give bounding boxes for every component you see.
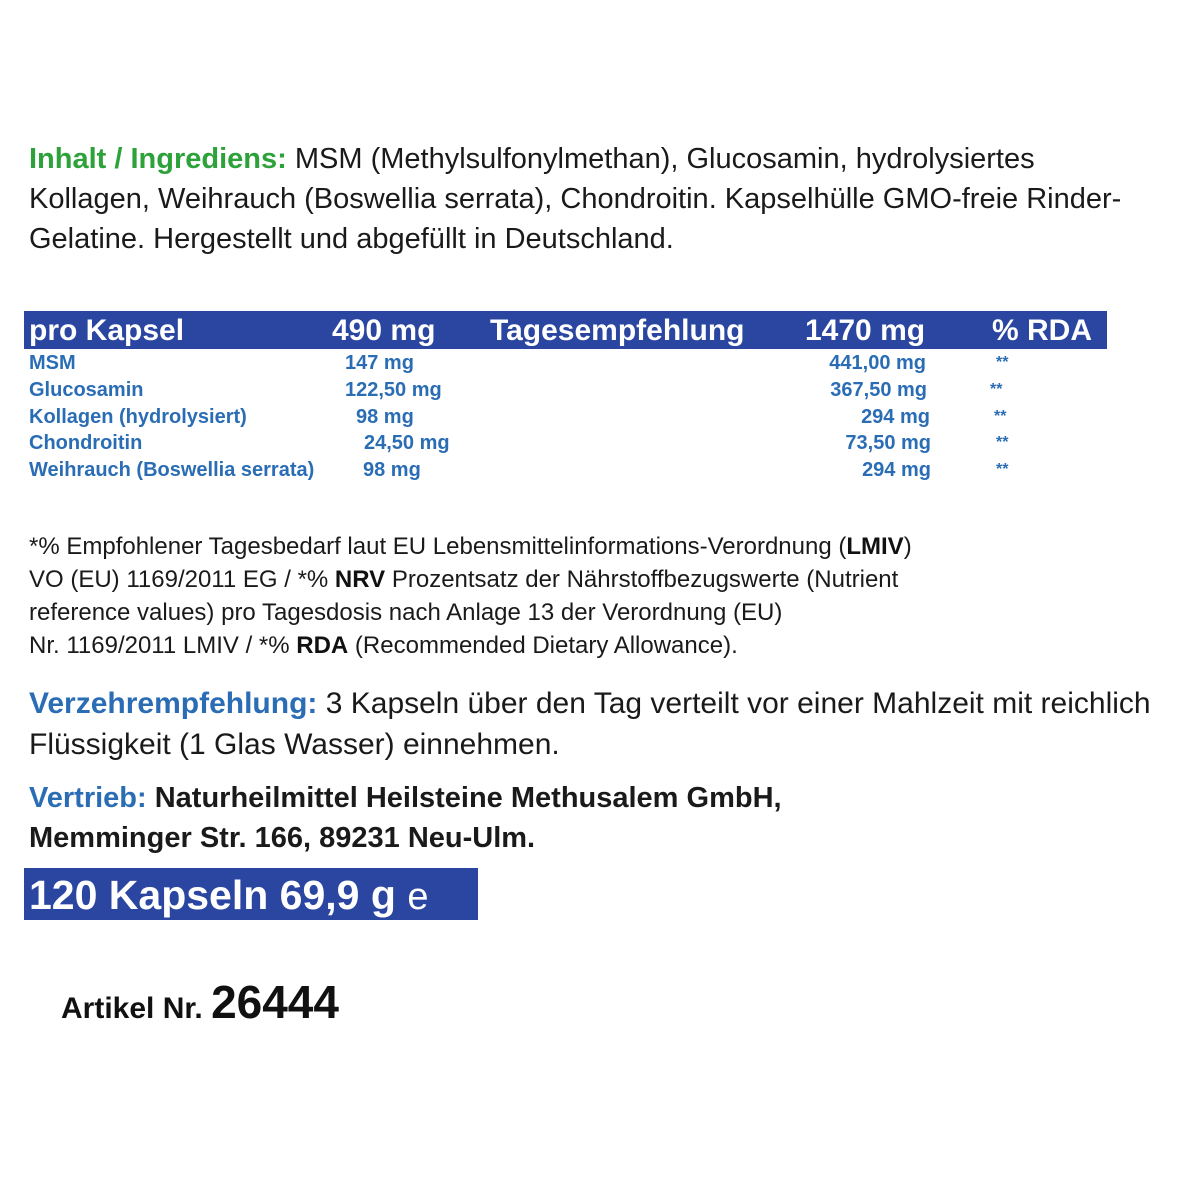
package-content-text: 120 Kapseln 69,9 g	[29, 872, 408, 918]
footnote-text-3: Prozentsatz der Nährstoffbezugswerte (Nutrient reference values) pro Tagesdosis nach Anlage 13 der Verordnung (EU) Nr. 1169/2011 LMIV / *%	[29, 566, 899, 659]
ingredient-name: Chondroitin	[29, 432, 143, 454]
table-row	[0, 430, 1200, 456]
footnote-text-1: *% Empfohlener Tagesbedarf laut EU Lebensmittelinformations-Verordnung (	[29, 533, 847, 560]
header-per-capsule: pro Kapsel	[29, 314, 185, 347]
article-number-value: 26444	[211, 976, 339, 1028]
header-capsule-weight: 490 mg	[332, 314, 436, 347]
distributor-paragraph	[29, 778, 1129, 858]
footnote-text-4: (Recommended Dietary Allowance).	[348, 632, 738, 659]
per-capsule-value: 147 mg	[345, 352, 414, 374]
package-content	[29, 871, 428, 921]
ingredient-name: Glucosamin	[29, 379, 144, 401]
distributor-address: Memminger Str. 166, 89231 Neu-Ulm.	[29, 822, 536, 854]
ingredients-paragraph	[29, 139, 1149, 259]
rda-value: **	[996, 461, 1009, 478]
table-row	[0, 377, 1200, 403]
rda-value: **	[996, 434, 1009, 451]
ingredient-name: Weihrauch (Boswellia serrata)	[29, 459, 315, 481]
table-row	[0, 457, 1200, 483]
daily-value: 73,50 mg	[845, 432, 931, 454]
dosage-label: Verzehrempfehlung:	[29, 687, 318, 720]
daily-value: 441,00 mg	[829, 352, 926, 374]
per-capsule-value: 122,50 mg	[345, 379, 442, 401]
table-row	[0, 350, 1200, 376]
footnote-lmiv: LMIV	[846, 533, 904, 560]
nutrition-table-header	[24, 311, 1107, 349]
daily-value: 367,50 mg	[830, 379, 927, 401]
header-rda: % RDA	[992, 314, 1093, 347]
dosage-text: 3 Kapseln über den Tag verteilt vor einer Mahlzeit mit reichlich Flüssigkeit (1 Glas Wasser) einnehmen.	[29, 687, 1151, 761]
ingredients-text: MSM (Methylsulfonylmethan), Glucosamin, hydrolysiertes Kollagen, Weihrauch (Boswellia serrata), Chondroitin. Kapselhülle GMO-freie Rinder-Gelatine. Hergestellt und abgefüllt in Deutschland.	[29, 143, 1122, 255]
estimated-sign: e	[407, 876, 429, 918]
ingredient-name: Kollagen (hydrolysiert)	[29, 406, 247, 428]
distributor-label: Vertrieb:	[29, 782, 147, 814]
article-number-label: Artikel Nr.	[61, 992, 212, 1025]
footnote-text-2: ) VO (EU) 1169/2011 EG / *%	[29, 533, 912, 593]
footnote-nrv: NRV	[334, 566, 386, 593]
dosage-paragraph	[29, 683, 1179, 765]
article-number	[61, 975, 339, 1029]
ingredient-name: MSM	[29, 352, 76, 374]
rda-value: **	[996, 354, 1009, 371]
per-capsule-value: 98 mg	[363, 459, 421, 481]
per-capsule-value: 98 mg	[356, 406, 414, 428]
per-capsule-value: 24,50 mg	[364, 432, 450, 454]
footnote-rda: RDA	[296, 632, 349, 659]
ingredients-label: Inhalt / Ingrediens:	[29, 143, 287, 175]
table-row	[0, 404, 1200, 430]
distributor-name: Naturheilmittel Heilsteine Methusalem GmbH,	[146, 782, 782, 814]
daily-value: 294 mg	[861, 406, 930, 428]
header-daily-weight: 1470 mg	[805, 314, 926, 347]
rda-value: **	[994, 408, 1007, 425]
header-daily-recommendation: Tagesempfehlung	[490, 314, 745, 347]
daily-value: 294 mg	[862, 459, 931, 481]
rda-value: **	[990, 381, 1003, 398]
rda-footnote	[29, 530, 1169, 662]
